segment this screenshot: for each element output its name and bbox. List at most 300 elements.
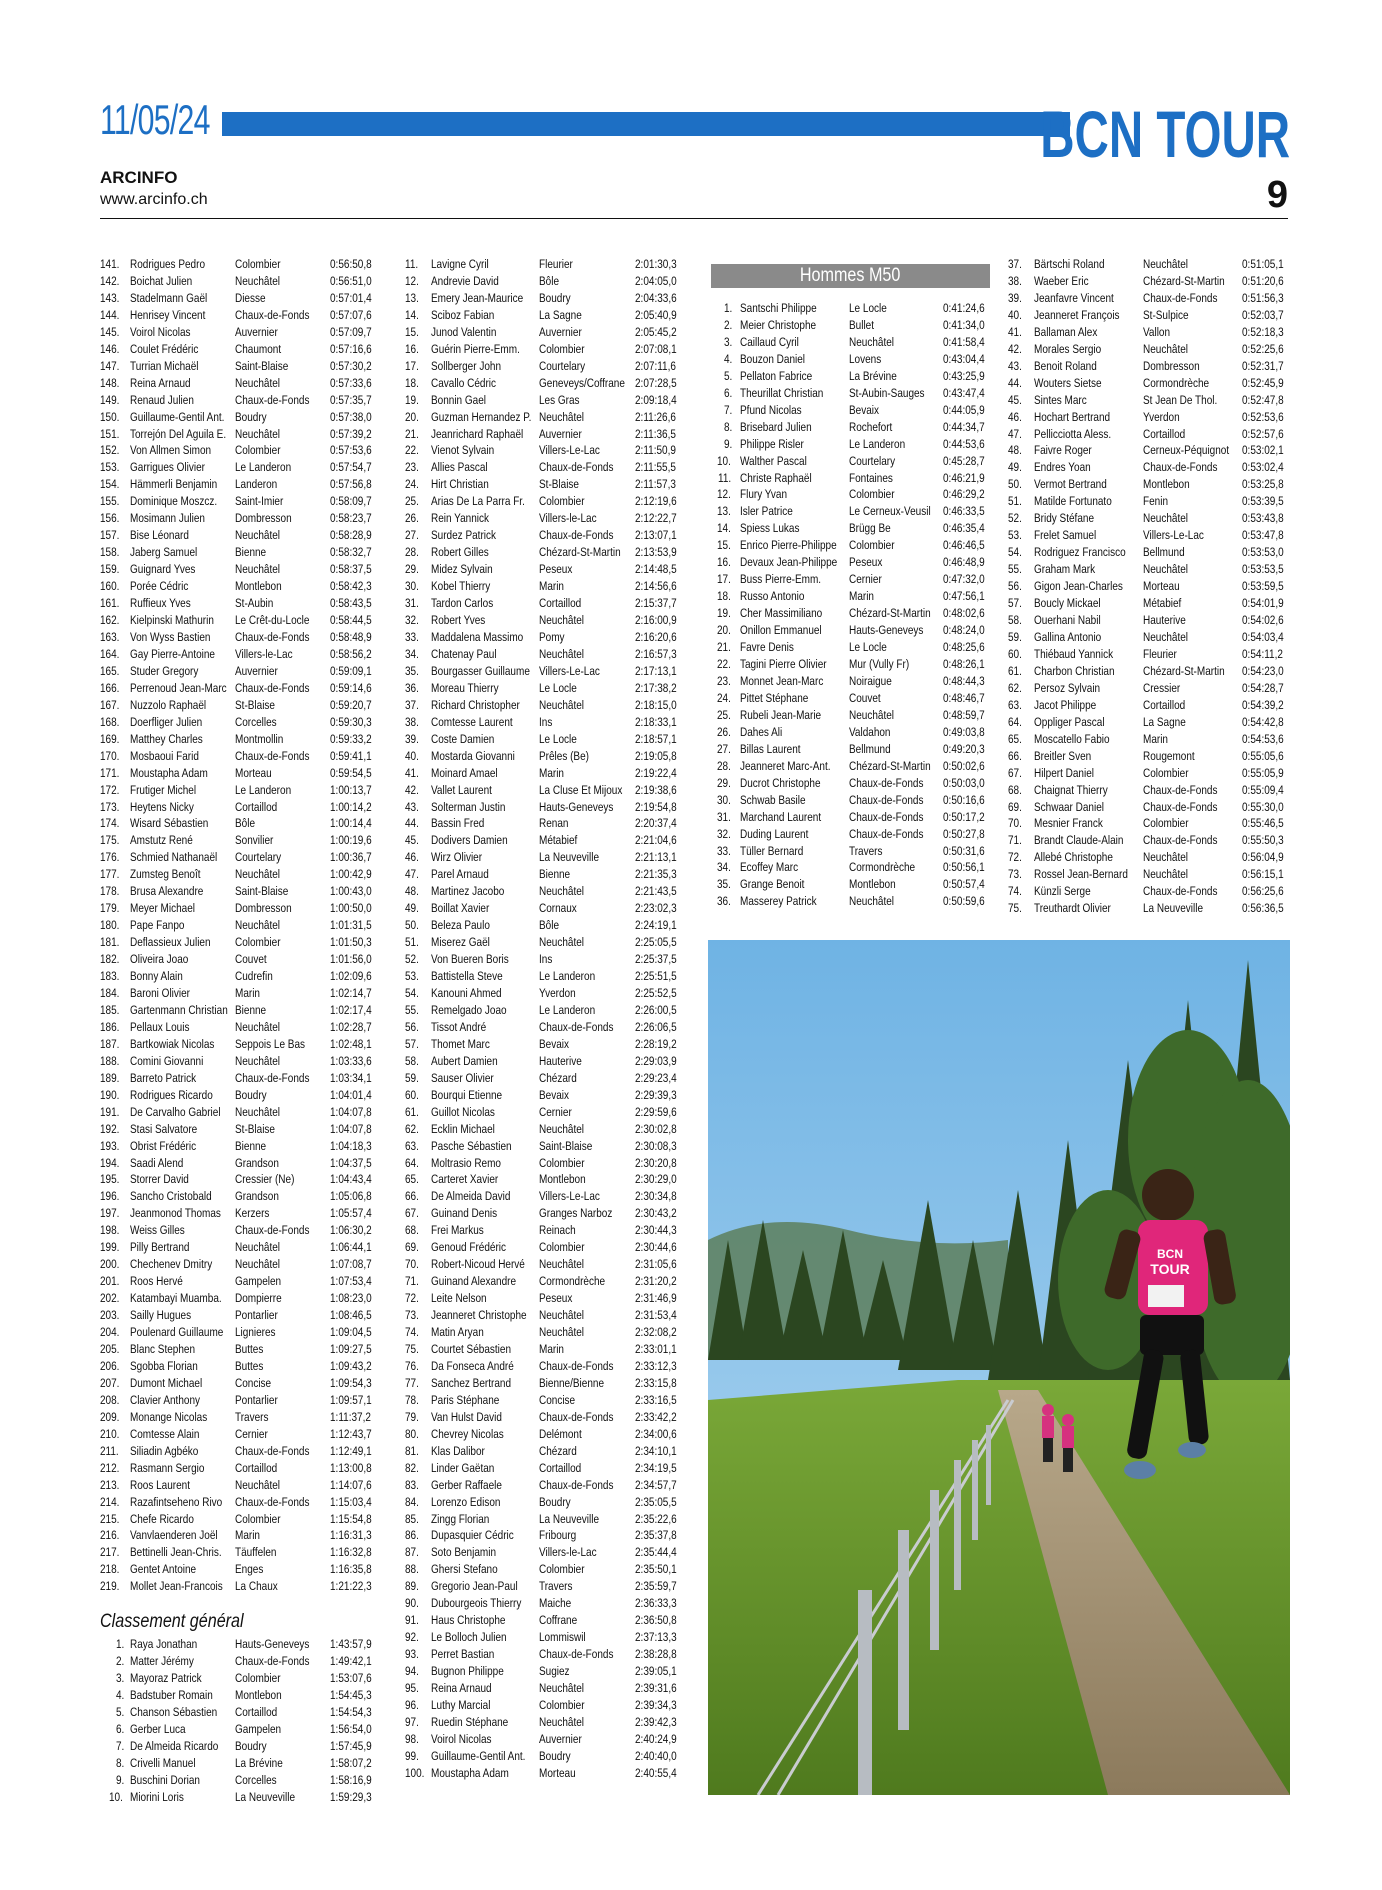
result-name: Leite Nelson — [431, 1291, 487, 1306]
result-locality: Chaux-de-Fonds — [538, 1647, 614, 1662]
result-locality: Cernier — [849, 572, 882, 587]
result-rank: 90. — [405, 1596, 419, 1611]
result-locality: Travers — [849, 843, 883, 858]
result-row — [405, 934, 685, 951]
result-row — [405, 1409, 685, 1426]
result-locality: Le Landeron — [234, 782, 291, 797]
result-rank: 67. — [1008, 765, 1022, 780]
result-locality: Colombier — [234, 1511, 281, 1526]
result-name: Mayoraz Patrick — [130, 1670, 202, 1685]
result-time: 2:07:08,1 — [635, 341, 677, 356]
result-name: Walther Pascal — [740, 453, 807, 468]
result-time: 0:55:05,6 — [1242, 748, 1284, 763]
result-time: 1:43:57,9 — [330, 1637, 372, 1651]
header-bar — [222, 112, 1070, 136]
result-name: Barreto Patrick — [130, 1070, 197, 1085]
result-time: 2:05:40,9 — [635, 307, 677, 322]
result-rank: 68. — [405, 1223, 419, 1238]
result-time: 2:31:53,4 — [635, 1308, 677, 1323]
result-row — [100, 1544, 380, 1561]
result-rank: 35. — [717, 877, 731, 892]
result-rank: 20. — [405, 409, 419, 424]
result-name: Heytens Nicky — [130, 799, 194, 814]
result-row — [405, 1171, 685, 1188]
result-name: Grange Benoit — [740, 877, 805, 892]
result-name: Ghersi Stefano — [431, 1562, 498, 1577]
result-rank: 164. — [100, 646, 120, 661]
result-row — [405, 1053, 685, 1070]
result-row — [100, 442, 380, 459]
result-rank: 3. — [723, 334, 733, 349]
result-rank: 170. — [100, 748, 120, 763]
result-time: 1:16:35,8 — [330, 1562, 372, 1577]
result-rank: 64. — [405, 1155, 419, 1170]
result-row — [100, 1290, 380, 1307]
result-locality: Neuchâtel — [234, 528, 280, 543]
result-row — [708, 317, 993, 334]
result-row — [100, 341, 380, 358]
result-row — [708, 300, 993, 317]
result-row — [100, 883, 380, 900]
result-rank: 207. — [100, 1375, 120, 1390]
result-name: Moustapha Adam — [130, 765, 208, 780]
result-name: Deflassieux Julien — [130, 935, 211, 950]
result-locality: Bellmund — [849, 741, 891, 756]
result-row — [405, 578, 685, 595]
result-row — [100, 1222, 380, 1239]
result-name: Sintes Marc — [1034, 392, 1087, 407]
result-locality: Chaux-de-Fonds — [234, 629, 310, 644]
result-time: 0:46:29,2 — [943, 487, 985, 502]
result-name: Treuthardt Olivier — [1034, 901, 1111, 916]
result-locality: Peseux — [538, 562, 573, 577]
result-row — [708, 537, 993, 554]
result-row — [100, 612, 380, 629]
result-row — [100, 1409, 380, 1426]
result-name: Pfund Nicolas — [740, 402, 802, 417]
result-rank: 30. — [717, 792, 731, 807]
result-row — [100, 409, 380, 426]
result-name: Pellaux Louis — [130, 1019, 190, 1034]
result-locality: Seppois Le Bas — [234, 1036, 305, 1051]
result-name: Marchand Laurent — [740, 809, 822, 824]
result-time: 0:53:43,8 — [1242, 511, 1284, 526]
result-rank: 62. — [1008, 680, 1022, 695]
result-rank: 184. — [100, 985, 120, 1000]
result-time: 0:53:25,8 — [1242, 477, 1284, 492]
result-name: Bärtschi Roland — [1034, 257, 1105, 271]
result-rank: 21. — [405, 426, 419, 441]
result-row — [708, 775, 993, 792]
result-time: 2:40:24,9 — [635, 1731, 677, 1746]
result-name: Persoz Sylvain — [1034, 680, 1101, 695]
publication-name: ARCINFO — [100, 168, 178, 187]
result-name: Arias De La Parra Fr. — [431, 494, 525, 509]
result-row — [405, 1426, 685, 1443]
results-column-2 — [405, 256, 685, 1782]
result-rank: 62. — [405, 1121, 419, 1136]
result-time: 2:36:33,3 — [635, 1596, 677, 1611]
result-time: 2:07:11,6 — [635, 358, 677, 373]
result-time: 2:07:28,5 — [635, 375, 677, 390]
result-name: Sanchez Bertrand — [431, 1375, 512, 1390]
result-row — [405, 1443, 685, 1460]
result-name: Philippe Risler — [740, 436, 804, 451]
result-name: Cher Massimiliano — [740, 606, 823, 621]
result-locality: Gampelen — [234, 1274, 281, 1289]
result-time: 2:25:37,5 — [635, 952, 677, 967]
result-row — [405, 900, 685, 917]
result-name: Garrigues Olivier — [130, 460, 205, 475]
result-name: Brusa Alexandre — [130, 884, 204, 899]
result-time: 2:30:20,8 — [635, 1155, 677, 1170]
result-row — [100, 273, 380, 290]
result-row — [405, 799, 685, 816]
result-time: 2:34:10,1 — [635, 1443, 677, 1458]
result-name: Sauser Olivier — [431, 1070, 494, 1085]
result-time: 2:19:54,8 — [635, 799, 677, 814]
result-name: Dominique Moszcz. — [130, 494, 218, 509]
result-locality: Grandson — [234, 1189, 279, 1204]
result-locality: Cerneux-Péquignot — [1142, 443, 1230, 458]
result-row — [1008, 561, 1290, 578]
result-locality: Chézard-St-Martin — [1142, 273, 1225, 288]
result-locality: La Sagne — [538, 307, 582, 322]
result-time: 0:46:48,9 — [943, 555, 985, 570]
result-time: 0:53:47,8 — [1242, 528, 1284, 543]
result-name: Jeanneret Marc-Ant. — [740, 758, 831, 773]
result-row — [1008, 324, 1290, 341]
result-row — [100, 1121, 380, 1138]
result-locality: Chaux-de-Fonds — [538, 528, 614, 543]
result-name: Frutiger Michel — [130, 782, 197, 797]
result-row — [405, 442, 685, 459]
result-row — [405, 510, 685, 527]
result-name: Benoit Roland — [1034, 358, 1097, 373]
result-name: Pellicciotta Aless. — [1034, 426, 1112, 441]
result-time: 0:56:25,6 — [1242, 884, 1284, 899]
result-time: 0:58:09,7 — [330, 494, 372, 509]
result-row — [100, 493, 380, 510]
result-time: 0:44:53,6 — [943, 436, 985, 451]
result-name: Mesnier Franck — [1034, 816, 1103, 831]
result-locality: Cormondrèche — [1142, 375, 1210, 390]
result-row — [405, 1561, 685, 1578]
result-row — [100, 1256, 380, 1273]
result-time: 0:43:47,4 — [943, 385, 985, 400]
result-name: Rasmann Sergio — [130, 1460, 205, 1475]
result-locality: Morteau — [538, 1765, 576, 1780]
result-rank: 70. — [405, 1257, 419, 1272]
result-locality: Boudry — [538, 290, 571, 305]
result-time: 0:59:41,1 — [330, 748, 372, 763]
result-rank: 60. — [1008, 646, 1022, 661]
result-name: Favre Denis — [740, 640, 794, 655]
result-time: 2:16:00,9 — [635, 613, 677, 628]
result-time: 0:51:05,1 — [1242, 257, 1284, 271]
result-locality: Colombier — [849, 487, 895, 502]
result-name: Bettinelli Jean-Chris. — [130, 1545, 222, 1560]
result-name: Matin Aryan — [431, 1325, 484, 1340]
result-rank: 13. — [405, 290, 419, 305]
result-row — [100, 1036, 380, 1053]
hommes-m50-title: Hommes M50 — [800, 265, 901, 286]
result-name: Thiébaud Yannick — [1034, 646, 1114, 661]
result-name: Midez Sylvain — [431, 562, 493, 577]
result-rank: 163. — [100, 629, 120, 644]
result-time: 0:57:07,6 — [330, 307, 372, 322]
result-name: Bourgasser Guillaume — [431, 663, 530, 678]
result-rank: 58. — [1008, 613, 1022, 628]
result-rank: 167. — [100, 697, 120, 712]
result-name: Rossel Jean-Bernard — [1034, 867, 1128, 882]
result-rank: 194. — [100, 1155, 120, 1170]
result-name: Porée Cédric — [130, 579, 189, 594]
result-name: Wisard Sébastien — [130, 816, 209, 831]
result-rank: 16. — [717, 555, 731, 570]
result-locality: Marin — [234, 1528, 260, 1543]
result-rank: 27. — [405, 528, 419, 543]
result-locality: La Neuveville — [538, 850, 599, 865]
result-time: 1:09:57,1 — [330, 1392, 372, 1407]
result-rank: 29. — [717, 775, 731, 790]
result-time: 0:50:02,6 — [943, 758, 985, 773]
result-rank: 159. — [100, 562, 120, 577]
result-time: 2:30:44,3 — [635, 1223, 677, 1238]
result-locality: Ins — [538, 714, 553, 729]
result-row — [100, 900, 380, 917]
result-rank: 69. — [405, 1240, 419, 1255]
result-rank: 22. — [717, 657, 731, 672]
result-rank: 48. — [1008, 443, 1022, 458]
result-time: 0:58:28,9 — [330, 528, 372, 543]
result-name: Blanc Stephen — [130, 1342, 196, 1356]
result-locality: Neuchâtel — [1142, 562, 1188, 577]
result-row — [708, 843, 993, 860]
result-time: 1:02:09,6 — [330, 969, 372, 984]
result-row — [100, 968, 380, 985]
result-locality: Bullet — [849, 317, 875, 332]
result-locality: Neuchâtel — [234, 1053, 280, 1068]
result-time: 1:12:43,7 — [330, 1426, 372, 1441]
result-name: Roos Laurent — [130, 1477, 191, 1492]
result-time: 2:19:38,6 — [635, 782, 677, 797]
result-row — [405, 714, 685, 731]
result-row — [100, 917, 380, 934]
result-row — [405, 1629, 685, 1646]
result-row — [100, 815, 380, 832]
result-row — [100, 324, 380, 341]
result-locality: Neuchâtel — [538, 646, 584, 661]
result-rank: 209. — [100, 1409, 120, 1424]
result-rank: 36. — [405, 680, 419, 695]
result-row — [708, 741, 993, 758]
result-locality: Delémont — [538, 1426, 582, 1441]
result-row — [1008, 646, 1290, 663]
result-locality: Chaux-de-Fonds — [1142, 884, 1218, 899]
result-rank: 68. — [1008, 782, 1022, 797]
result-row — [1008, 256, 1290, 273]
result-name: Weiss Gilles — [130, 1223, 185, 1238]
result-locality: Chaux-de-Fonds — [849, 826, 924, 841]
result-row — [708, 639, 993, 656]
result-name: Tagini Pierre Olivier — [740, 657, 827, 672]
result-locality: St-Aubin — [234, 596, 274, 611]
result-time: 1:00:43,0 — [330, 884, 372, 899]
result-name: Thomet Marc — [431, 1036, 490, 1051]
result-row — [405, 307, 685, 324]
result-locality: Dombresson — [234, 511, 292, 526]
result-rank: 56. — [1008, 579, 1022, 594]
result-locality: Corcelles — [234, 1772, 277, 1787]
result-time: 0:47:56,1 — [943, 589, 985, 604]
result-row — [405, 1646, 685, 1663]
result-time: 1:03:34,1 — [330, 1070, 372, 1085]
result-name: Jeanmonod Thomas — [130, 1206, 221, 1221]
result-locality: Colombier — [234, 257, 281, 271]
result-rank: 43. — [405, 799, 419, 814]
result-rank: 10. — [717, 453, 731, 468]
result-locality: Chaux-de-Fonds — [538, 460, 614, 475]
result-locality: Bienne — [538, 867, 571, 882]
result-time: 1:16:32,8 — [330, 1545, 372, 1560]
result-time: 2:20:37,4 — [635, 816, 677, 831]
result-name: Crivelli Manuel — [130, 1755, 196, 1770]
result-rank: 63. — [405, 1138, 419, 1153]
result-time: 0:57:16,6 — [330, 341, 372, 356]
result-locality: Chaux-de-Fonds — [1142, 782, 1218, 797]
result-locality: Neuchâtel — [538, 409, 584, 424]
result-row — [405, 1188, 685, 1205]
result-row — [1008, 866, 1290, 883]
result-name: Moreau Thierry — [431, 680, 499, 695]
result-row — [100, 1653, 380, 1670]
result-locality: Villers-Le-Lac — [538, 443, 600, 458]
result-rank: 8. — [115, 1755, 125, 1770]
result-row — [1008, 612, 1290, 629]
result-row — [100, 1670, 380, 1687]
result-name: Boucly Mickael — [1034, 596, 1101, 611]
result-locality: La Brévine — [234, 1755, 283, 1770]
result-rank: 195. — [100, 1172, 120, 1187]
result-locality: Bevaix — [538, 1036, 569, 1051]
result-rank: 189. — [100, 1070, 120, 1085]
result-rank: 37. — [405, 697, 419, 712]
result-locality: Neuchâtel — [538, 1121, 584, 1136]
result-name: Theurillat Christian — [740, 385, 824, 400]
result-locality: Enges — [234, 1562, 264, 1577]
result-rank: 19. — [717, 606, 731, 621]
result-name: Reina Arnaud — [431, 1681, 492, 1696]
result-rank: 150. — [100, 409, 120, 424]
result-rank: 59. — [1008, 629, 1022, 644]
result-name: Schmied Nathanaël — [130, 850, 218, 865]
result-name: Andrevie David — [431, 273, 499, 288]
result-row — [708, 368, 993, 385]
result-time: 2:38:28,8 — [635, 1647, 677, 1662]
result-rank: 65. — [1008, 731, 1022, 746]
result-rank: 186. — [100, 1019, 120, 1034]
result-row — [100, 1772, 380, 1789]
result-locality: Pomy — [538, 629, 565, 644]
result-locality: Neuchâtel — [538, 697, 584, 712]
result-locality: Colombier — [234, 935, 281, 950]
result-rank: 78. — [405, 1392, 419, 1407]
result-name: Von Allmen Simon — [130, 443, 212, 458]
result-locality: Fontaines — [849, 470, 894, 485]
result-time: 2:34:19,5 — [635, 1460, 677, 1475]
result-name: Mollet Jean-Francois — [130, 1579, 223, 1594]
result-name: Sancho Cristobald — [130, 1189, 212, 1204]
result-name: Bourqui Etienne — [431, 1087, 503, 1102]
result-rank: 196. — [100, 1189, 120, 1204]
result-locality: Chézard-St-Martin — [538, 545, 621, 560]
result-row — [100, 1358, 380, 1375]
result-locality: Maiche — [538, 1596, 572, 1611]
result-name: Da Fonseca André — [431, 1358, 514, 1373]
result-rank: 38. — [405, 714, 419, 729]
result-locality: Dombresson — [1142, 358, 1200, 373]
result-row — [405, 1239, 685, 1256]
result-rank: 185. — [100, 1002, 120, 1017]
result-locality: Dompierre — [234, 1291, 282, 1306]
result-rank: 46. — [405, 850, 419, 865]
result-time: 2:29:23,4 — [635, 1070, 677, 1085]
result-row — [100, 1002, 380, 1019]
result-row — [100, 782, 380, 799]
result-row — [405, 815, 685, 832]
result-name: Guzman Hernandez P. — [431, 409, 532, 424]
result-rank: 27. — [717, 741, 731, 756]
result-rank: 3. — [115, 1670, 125, 1685]
result-locality: Vallon — [1142, 324, 1171, 339]
result-locality: Chézard — [538, 1070, 577, 1085]
result-name: Flury Yvan — [740, 487, 788, 502]
result-locality: Granges Narboz — [538, 1206, 613, 1221]
result-locality: Neuchâtel — [538, 884, 584, 899]
result-time: 2:31:05,6 — [635, 1257, 677, 1272]
result-locality: Marin — [538, 1342, 564, 1356]
result-rank: 216. — [100, 1528, 120, 1543]
result-time: 0:48:25,6 — [943, 640, 985, 655]
result-rank: 53. — [1008, 528, 1022, 543]
result-name: Chanson Sébastien — [130, 1704, 218, 1719]
result-name: Bouzon Daniel — [740, 351, 806, 366]
result-locality: Cortaillod — [538, 1460, 582, 1475]
result-name: Jeanneret François — [1034, 307, 1120, 322]
result-locality: Landeron — [234, 477, 278, 492]
result-time: 1:02:48,1 — [330, 1036, 372, 1051]
result-rank: 50. — [1008, 477, 1022, 492]
result-row — [100, 1494, 380, 1511]
result-rank: 173. — [100, 799, 120, 814]
result-rank: 4. — [723, 351, 733, 366]
runner-photo-illustration — [708, 940, 1290, 1795]
result-rank: 100. — [405, 1765, 425, 1780]
result-time: 2:39:34,3 — [635, 1698, 677, 1713]
result-locality: Grandson — [234, 1155, 279, 1170]
result-rank: 158. — [100, 545, 120, 560]
result-rank: 81. — [405, 1443, 419, 1458]
result-name: Guillaume-Gentil Ant. — [431, 1748, 526, 1763]
result-rank: 177. — [100, 867, 120, 882]
result-locality: St-Blaise — [538, 477, 579, 492]
result-row — [405, 1765, 685, 1782]
result-row — [1008, 629, 1290, 646]
issue-date: 11/05/24 — [100, 96, 210, 143]
result-name: Duding Laurent — [740, 826, 809, 841]
result-name: Wouters Sietse — [1034, 375, 1102, 390]
